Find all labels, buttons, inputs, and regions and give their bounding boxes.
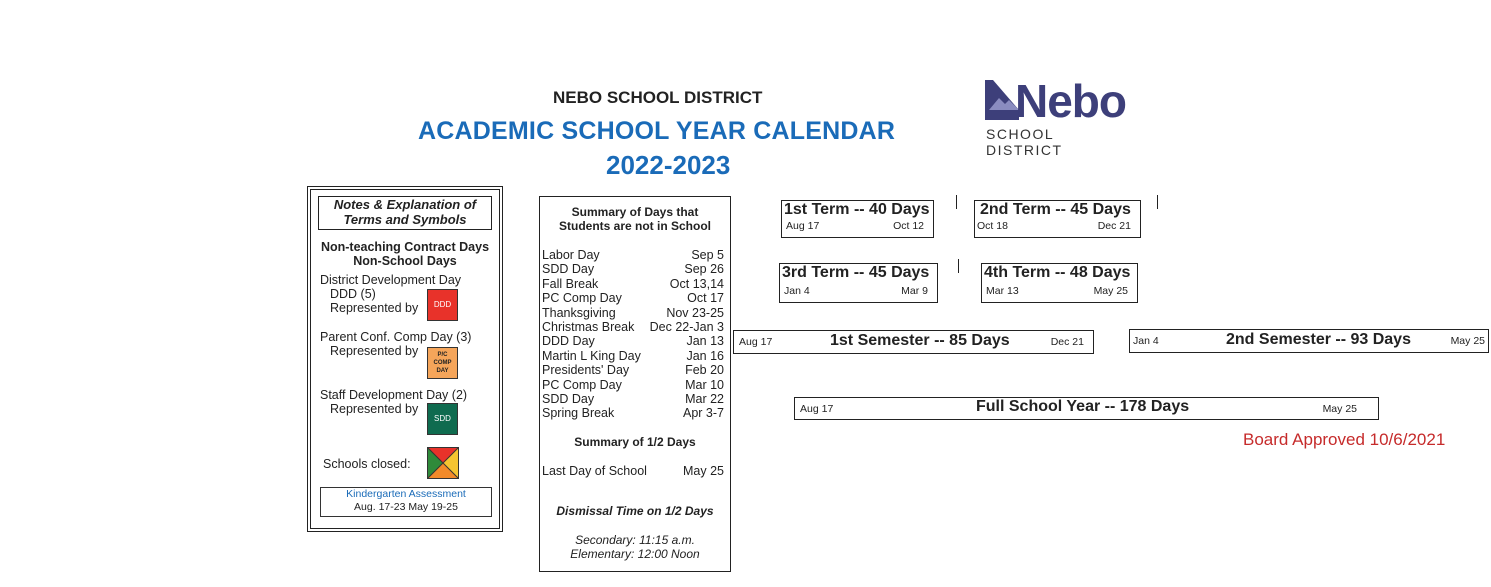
logo-word: Nebo (1015, 75, 1126, 127)
pc-swatch: P/C COMP DAY (427, 347, 458, 379)
sdd-represented: Represented by (330, 402, 419, 416)
summary-row: PC Comp Day Oct 17 (542, 291, 724, 306)
summary-row: Thanksgiving Nov 23-25 (542, 305, 724, 320)
summary-row: SDD Day Mar 22 (542, 392, 724, 406)
sdd-label: Staff Development Day (2) (320, 388, 468, 402)
summary-row: Presidents' Day Feb 20 (542, 363, 724, 378)
full-school-year: Aug 17 Full School Year -- 178 Days May 25 (794, 397, 1379, 420)
school-year: 2022-2023 (606, 150, 731, 180)
summary-row: SDD Day Sep 26 (542, 262, 724, 277)
schools-closed-icon (427, 447, 459, 479)
kindergarten-assessment: Kindergarten Assessment Aug. 17-23 May 19-25 (320, 487, 492, 517)
summary-row: Fall Break Oct 13,14 (542, 276, 724, 291)
notes-title: Notes & Explanation of Terms and Symbols (318, 196, 492, 230)
term-4: 4th Term -- 48 Days Mar 13 May 25 (981, 263, 1138, 303)
summary-row: Martin L King Day Jan 16 (542, 348, 724, 363)
nonschool-heading: Non-School Days (353, 254, 457, 268)
ddd-count: DDD (5) (330, 287, 376, 301)
pc-represented: Represented by (330, 344, 419, 358)
ddd-represented: Represented by (330, 301, 419, 315)
summary-title: Summary of Days that (571, 205, 699, 219)
term-1: 1st Term -- 40 Days Aug 17 Oct 12 (781, 200, 934, 238)
divider-tick (956, 195, 957, 209)
summary-row: PC Comp Day Mar 10 (542, 377, 724, 392)
mountain-logo-icon (985, 80, 1019, 120)
summary-row: DDD Day Jan 13 (542, 334, 724, 349)
semester-1: Aug 17 1st Semester -- 85 Days Dec 21 (733, 330, 1094, 354)
dismissal-title: Dismissal Time on 1/2 Days (556, 504, 714, 518)
nonteaching-heading: Non-teaching Contract Days (320, 240, 490, 254)
secondary-dismissal: Secondary: 11:15 a.m. (575, 533, 695, 547)
semester-2: Jan 4 2nd Semester -- 93 Days May 25 (1129, 329, 1489, 353)
page-title: ACADEMIC SCHOOL YEAR CALENDAR (418, 117, 896, 145)
board-approved: Board Approved 10/6/2021 (1243, 430, 1446, 449)
summary-row: Christmas Break Dec 22-Jan 3 (542, 320, 724, 334)
notes-panel (307, 186, 503, 532)
elementary-dismissal: Elementary: 12:00 Noon (570, 547, 700, 561)
sdd-swatch: SDD (427, 403, 458, 435)
divider-tick (958, 259, 959, 273)
summary-panel (539, 196, 731, 572)
pc-label: Parent Conf. Comp Day (3) (320, 330, 472, 344)
ddd-label: District Development Day (320, 273, 462, 287)
term-2: 2nd Term -- 45 Days Oct 18 Dec 21 (974, 200, 1141, 238)
ddd-swatch: DDD (427, 289, 458, 321)
summary-row: Labor Day Sep 5 (542, 248, 724, 262)
summary-subtitle: Students are not in School (558, 219, 711, 233)
half-day-row: Last Day of School May 25 (542, 464, 724, 478)
half-days-title: Summary of 1/2 Days (574, 435, 696, 449)
term-3: 3rd Term -- 45 Days Jan 4 Mar 9 (779, 263, 938, 303)
nebo-logo (985, 75, 1126, 158)
summary-row: Spring Break Apr 3-7 (542, 406, 724, 421)
divider-tick (1157, 195, 1158, 209)
district-name: NEBO SCHOOL DISTRICT (553, 88, 763, 107)
logo-subtitle: SCHOOL DISTRICT (986, 126, 1063, 158)
schools-closed-label: Schools closed: (323, 457, 411, 471)
